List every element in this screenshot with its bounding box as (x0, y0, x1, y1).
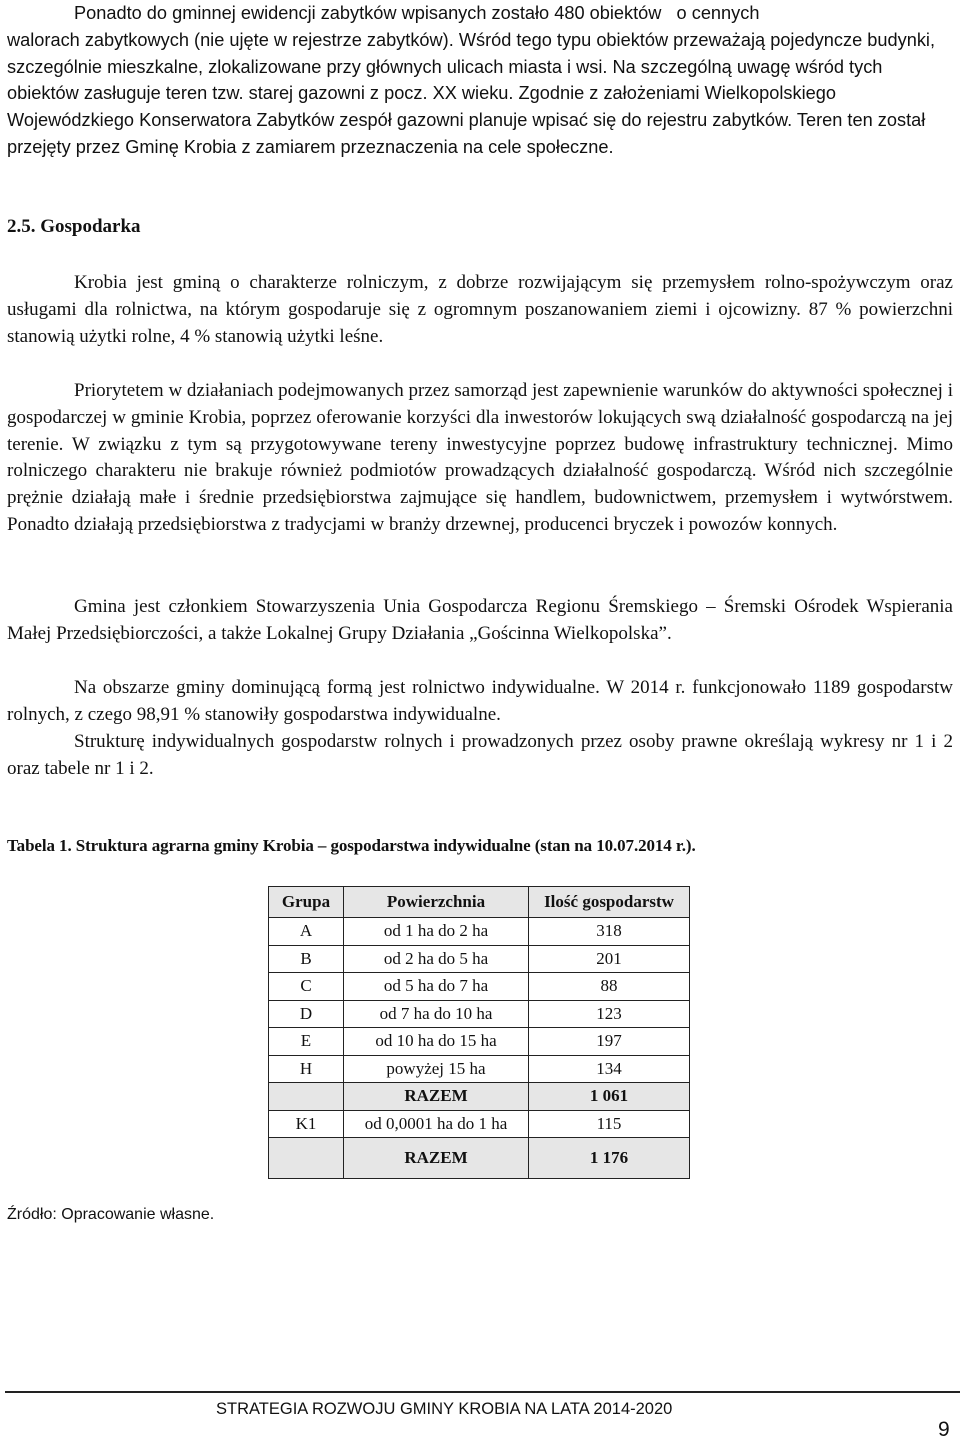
table-row-k1 (269, 1110, 690, 1138)
grand-total-label: RAZEM (344, 1138, 529, 1179)
cell-group: C (269, 973, 344, 1001)
cell-area: od 0,0001 ha do 1 ha (344, 1110, 529, 1138)
intro-first-line: Ponadto do gminnej ewidencji zabytków wpisanych zostało 480 obiektów o cennych (74, 3, 760, 23)
paragraph-agriculture: Na obszarze gminy dominującą formą jest rolnictwo indywidualne. W 2014 r. funkcjonowało 1189 gospodarstw rolnych, z czego 98,91 % stanowiły gospodarstwa indywidualne. (7, 677, 953, 725)
cell-area: powyżej 15 ha (344, 1055, 529, 1083)
cell-count: 197 (529, 1028, 690, 1056)
page-number: 9 (938, 1418, 950, 1441)
cell-group: B (269, 945, 344, 973)
table-header-row (269, 887, 690, 918)
section-heading: 2.5. Gospodarka (7, 216, 141, 237)
table-row (269, 1055, 690, 1083)
cell-area: od 2 ha do 5 ha (344, 945, 529, 973)
cell-group: H (269, 1055, 344, 1083)
table-source: Źródło: Opracowanie własne. (7, 1206, 215, 1223)
table-grand-total-row (269, 1138, 690, 1179)
table-row (269, 1000, 690, 1028)
table-caption: Tabela 1. Struktura agrarna gminy Krobia – gospodarstwa indywidualne (stan na 10.07.2014 r.). (7, 836, 696, 855)
paragraph-structure: Strukturę indywidualnych gospodarstw rolnych i prowadzonych przez osoby prawne określają wykresy nr 1 i 2 oraz tabele nr 1 i 2. (7, 731, 953, 779)
cell-count: 201 (529, 945, 690, 973)
cell-area: od 7 ha do 10 ha (344, 1000, 529, 1028)
cell-group: D (269, 1000, 344, 1028)
cell-count: 115 (529, 1110, 690, 1138)
agrarian-structure-table (268, 886, 690, 1179)
cell-count: 318 (529, 918, 690, 946)
table-row (269, 973, 690, 1001)
cell-blank (269, 1138, 344, 1179)
table-row (269, 1028, 690, 1056)
paragraph-priorities: Priorytetem w działaniach podejmowanych przez samorząd jest zapewnienie warunków do aktywności społecznej i gospodarczej w gminie Krobia, poprzez oferowanie korzyści dla inwestorów lokujących swą działalność gospodarczą na jej terenie. W związku z tym są przygotowywane tereny inwestycyjne poprzez budowę infrastruktury technicznej. Mimo rolniczego charakteru nie brakuje również podmiotów prowadzących działalność gospodarczą. Wśród nich szczególnie prężnie działają małe i średnie przedsiębiorstwa zajmujące się handlem, budownictwem, przemysłem i wytwórstwem. Ponadto działają przedsiębiorstwa z tradycjami w branży drzewnej, producenci bryczek i powozów konnych. (7, 380, 953, 535)
cell-group: E (269, 1028, 344, 1056)
cell-count: 123 (529, 1000, 690, 1028)
cell-count: 88 (529, 973, 690, 1001)
paragraph-membership: Gmina jest członkiem Stowarzyszenia Unia Gospodarcza Regionu Śremskiego – Śremski Ośrodek Wspierania Małej Przedsiębiorczości, a także Lokalnej Grupy Działania „Gościnna Wielkopolska”. (7, 596, 953, 644)
cell-area: od 10 ha do 15 ha (344, 1028, 529, 1056)
cell-area: od 1 ha do 2 ha (344, 918, 529, 946)
cell-area: od 5 ha do 7 ha (344, 973, 529, 1001)
total-value: 1 061 (529, 1083, 690, 1111)
header-area: Powierzchnia (344, 887, 529, 918)
intro-rest: walorach zabytkowych (nie ujęte w rejestrze zabytków). Wśród tego typu obiektów przeważają pojedyncze budynki, szczególnie mieszkalne, zlokalizowane przy głównych ulicach miasta i wsi. Na szczególną uwagę wśród tych obiektów zasługuje teren tzw. starej gazowni z pocz. XX wieku. Zgodnie z założeniami Wielkopolskiego Wojewódzkiego Konserwatora Zabytków zespół gazowni planuje wpisać się do rejestru zabytków. Teren ten został przejęty przez Gminę Krobia z zamiarem przeznaczenia na cele społeczne. (7, 29, 936, 157)
cell-group: K1 (269, 1110, 344, 1138)
cell-group: A (269, 918, 344, 946)
intro-paragraph (7, 0, 953, 161)
header-count: Ilość gospodarstw (529, 887, 690, 918)
header-group: Grupa (269, 887, 344, 918)
paragraph-character: Krobia jest gminą o charakterze rolniczym, z dobrze rozwijającym się przemysłem rolno-spożywczym oraz usługami dla rolnictwa, na którym gospodaruje się z ogromnym poszanowaniem ziemi i ojcowizny. 87 % powierzchni stanowią użytki rolne, 4 % stanowią użytki leśne. (7, 272, 953, 347)
footer-divider (5, 1391, 960, 1393)
footer-title: STRATEGIA ROZWOJU GMINY KROBIA NA LATA 2014-2020 (216, 1400, 673, 1418)
total-label: RAZEM (344, 1083, 529, 1111)
cell-count: 134 (529, 1055, 690, 1083)
grand-total-value: 1 176 (529, 1138, 690, 1179)
table-row (269, 918, 690, 946)
cell-blank (269, 1083, 344, 1111)
table-total-row (269, 1083, 690, 1111)
table-row (269, 945, 690, 973)
